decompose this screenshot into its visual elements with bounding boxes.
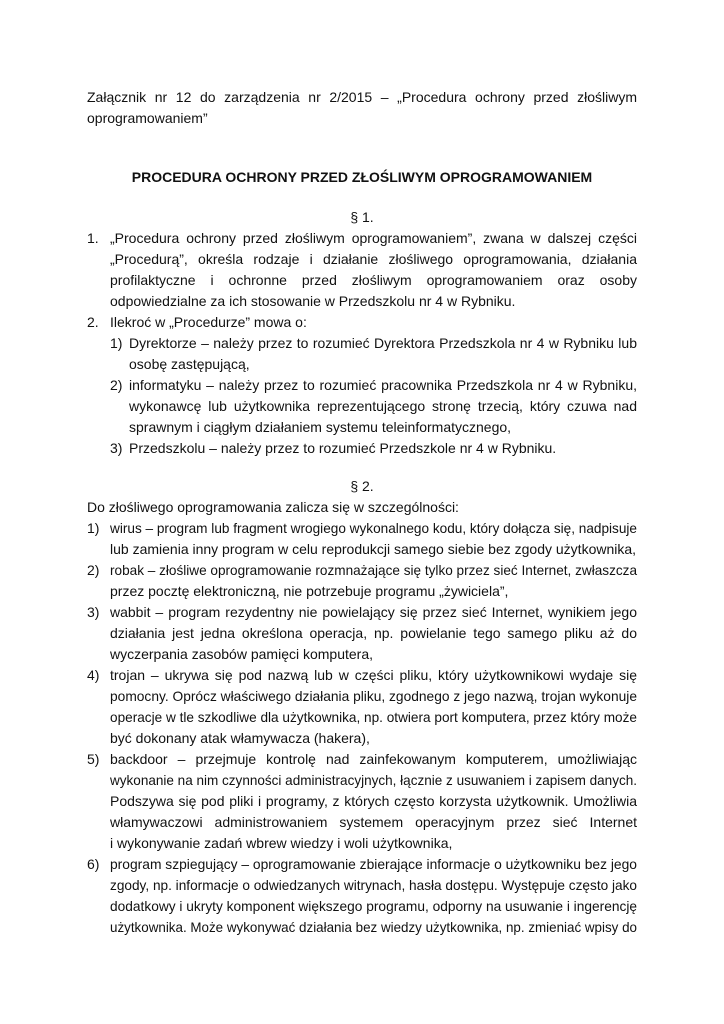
text-line: działania jest jedna określona operacja, np. powielanie tego samego pliku aż do (110, 625, 637, 641)
list-item-text (110, 228, 637, 312)
text-line: lub zamienia inny program w celu reprodukcji samego siebie bez zgody użytkownika, (110, 541, 637, 557)
text-line: Przedszkolu – należy przez to rozumieć Przedszkole nr 4 w Rybniku. (129, 440, 557, 456)
list-item-text (110, 560, 637, 602)
list-item-text (129, 438, 637, 459)
text-line: być dokonany atak włamywacza (hakera), (110, 730, 370, 746)
list-number: 5) (87, 751, 100, 767)
text-line: wabbit – program rezydentny nie powielający się przez sieć Internet, wynikiem jego (110, 604, 637, 620)
list-item-text (129, 333, 637, 375)
list-number: 4) (87, 667, 100, 683)
list-item-text (110, 312, 637, 333)
list-item-text (110, 854, 637, 938)
list-item (87, 518, 637, 560)
list-item (87, 602, 637, 665)
section-1-label: § 1. (350, 209, 374, 225)
text-line: „Procedura ochrony przed złośliwym oprogramowaniem”, zwana w dalszej części (110, 230, 637, 246)
list-item (87, 438, 637, 459)
section-2-list (87, 518, 637, 938)
section-1-list (87, 228, 637, 459)
document-page (87, 87, 637, 938)
list-number: 2. (87, 314, 99, 330)
text-line: zgody, np. informacje o odwiedzanych witrynach, hasła dostępu. Występuje często jako (110, 877, 637, 893)
list-item-text (129, 375, 637, 438)
text-line: profilaktyczne i ochronne przed złośliwym oprogramowaniem oraz osoby (110, 272, 637, 288)
text-line: i wykonywanie zadań wbrew wiedzy i woli użytkownika, (110, 835, 453, 851)
text-line: odpowiedzialne za ich stosowanie w Przedszkolu nr 4 w Rybniku. (110, 293, 516, 309)
list-number: 1. (87, 230, 99, 246)
list-number: 2) (110, 377, 123, 393)
text-line: przez pocztę elektroniczną, nie potrzebuje programu „żywiciela”, (110, 583, 509, 599)
list-item (87, 375, 637, 438)
attachment-title (87, 87, 637, 129)
list-item (87, 560, 637, 602)
text-line: backdoor – przejmuje kontrolę nad zainfekowanym komputerem, umożliwiając (110, 751, 637, 767)
text-line: informatyku – należy przez to rozumieć pracownika Przedszkola nr 4 w Rybniku, (129, 377, 637, 393)
list-number: 3) (110, 440, 123, 456)
text-line: „Procedurą”, określa rodzaje i działanie złośliwego oprogramowania, działania (110, 251, 637, 267)
section-2-label: § 2. (350, 478, 374, 494)
text-line: operacje w tle szkodliwe dla użytkownika, np. otwiera port komputera, przez który może (110, 709, 637, 725)
list-item (87, 749, 637, 854)
text-line: wirus – program lub fragment wrogiego wykonalnego kodu, który dołącza się, nadpisuje (110, 520, 637, 536)
list-item (87, 228, 637, 312)
list-number: 2) (87, 562, 100, 578)
text-line: pomocny. Oprócz właściwego działania pliku, zgodnego z jego nazwą, trojan wykonuje (110, 688, 637, 704)
text-line: użytkownika. Może wykonywać działania bez wiedzy użytkownika, np. zmieniać wpisy do (110, 919, 637, 935)
document-heading: PROCEDURA OCHRONY PRZED ZŁOŚLIWYM OPROGRAMOWANIEM (131, 169, 593, 185)
list-item-text (110, 602, 637, 665)
text-line: osobę zastępującą, (129, 356, 250, 372)
text-line: robak – złośliwe oprogramowanie rozmnażające się tylko przez sieć Internet, zwłaszcza (110, 562, 637, 578)
list-number: 1) (110, 335, 123, 351)
section-2-intro: Do złośliwego oprogramowania zalicza się w szczególności: (87, 499, 459, 515)
text-line: włamywaczowi administrowaniem systemem operacyjnym przez sieć Internet (110, 814, 637, 830)
list-item (87, 854, 637, 938)
list-number: 6) (87, 856, 100, 872)
text-line: program szpiegujący – oprogramowanie zbierające informacje o użytkowniku bez jego (110, 856, 637, 872)
list-item (87, 312, 637, 333)
text-line: Dyrektorze – należy przez to rozumieć Dyrektora Przedszkola nr 4 w Rybniku lub (129, 335, 637, 351)
list-item (87, 665, 637, 749)
text-line: trojan – ukrywa się pod nazwą lub w części pliku, który użytkownikowi wydaje się (110, 667, 637, 683)
text-line: sprawnym i ciągłym działaniem systemu teleinformatycznego, (129, 419, 512, 435)
list-item-text (110, 749, 637, 854)
list-item-text (110, 665, 637, 749)
text-line: Załącznik nr 12 do zarządzenia nr 2/2015 – „Procedura ochrony przed złośliwym (87, 89, 637, 105)
text-line: oprogramowaniem” (87, 110, 208, 126)
list-item-text (110, 518, 637, 560)
text-line: Podszywa się pod pliki i programy, z których często korzysta użytkownik. Umożliwia (110, 793, 637, 809)
list-number: 3) (87, 604, 100, 620)
list-number: 1) (87, 520, 100, 536)
text-line: wykonawcę lub użytkownika reprezentującego stronę trzecią, który czuwa nad (129, 398, 637, 414)
text-line: dodatkowy i ukryty komponent większego programu, odporny na usuwanie i ingerencję (110, 898, 637, 914)
list-item (87, 333, 637, 375)
text-line: wyczerpania zasobów pamięci komputera, (110, 646, 374, 662)
text-line: wykonanie na nim czynności administracyjnych, łącznie z usuwaniem i zapisem danych. (110, 772, 637, 788)
text-line: Ilekroć w „Procedurze” mowa o: (110, 314, 307, 330)
